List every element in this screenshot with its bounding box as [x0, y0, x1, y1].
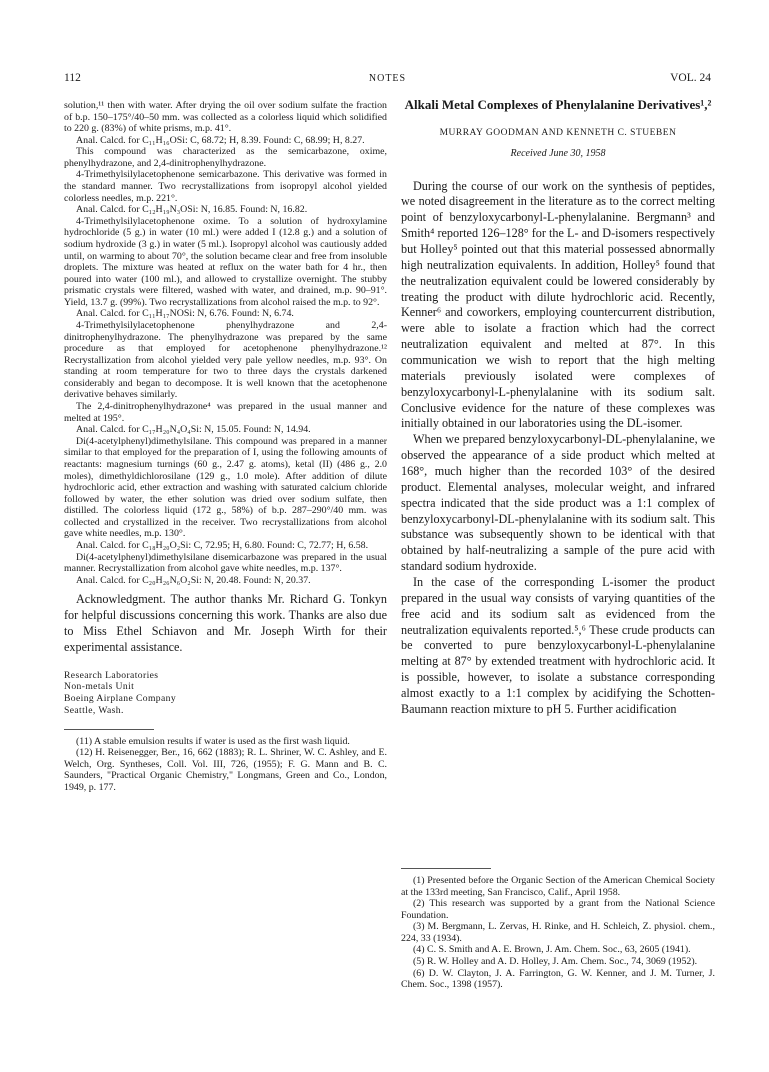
section-name: NOTES [368, 73, 407, 84]
footnote-rule [64, 729, 154, 730]
footnote: (4) C. S. Smith and A. E. Brown, J. Am. Chem. Soc., 63, 2605 (1941). [413, 944, 691, 956]
right-footnotes [401, 868, 715, 991]
footnote: (2) This research was supported by a grant from the National Science Foundation. [401, 898, 715, 921]
paragraph: When we prepared benzyloxycarbonyl-DL-phenylalanine, we observed the appearance of a side product which melted at 168°, much higher than the recorded 103° of the desired product. Elemental analyses, molecular weight, and infrared spectra indicated that the side product was a 1:1 complex of benzyloxycarbonyl-DL-phenylalanine with its sodium salt. This substance was subsequently shown to be identical with that obtained by half-neutralizing a sample of the pure acid with standard sodium hydroxide. [401, 432, 715, 574]
running-header [64, 72, 711, 92]
paragraph: Di(4-acetylphenyl)dimethylsilane disemicarbazone was prepared in the usual manner. Recrystallization from alcohol gave white needles, m.p. 137°. [64, 551, 387, 575]
paragraph: 4-Trimethylsilylacetophenone semicarbazone. This derivative was formed in the standard manner. Two recrystallizations from isopropyl alcohol yielded colorless needles, m.p. 221°. [64, 169, 387, 204]
article-title: Alkali Metal Complexes of Phenylalanine Derivatives¹,² [404, 97, 712, 112]
paragraph: The 2,4-dinitrophenylhydrazone⁴ was prepared in the usual manner and melted at 195°. [64, 401, 387, 424]
analysis-line: Anal. Calcd. for C₁₂H₁₉N₃OSi: N, 16.85. Found: N, 16.82. [76, 204, 308, 216]
address-line: Boeing Airplane Company [64, 693, 177, 705]
paragraph: Di(4-acetylphenyl)dimethylsilane. This compound was prepared in a manner similar to that employed for the preparation of I, using the following amounts of reactants: magnesium turnings (60 g., 2.47 g. atoms), ketal (II) (486 g., 2.0 moles), dimethyldichlorosilane (129 g., 1.0 mole). After addition of dilute hydrochloric acid, ether extraction and washing with saturated calcium chloride followed by water, the ether solution was dried over sodium sulfate, then distilled. The colorless liquid (172 g., 58%) of b.p. 287–290°/40 mm. was collected and crystallized in the receiver. Two recrystallizations from alcohol gave white needles, m.p. 130°. [64, 435, 387, 540]
analysis-line: Anal. Calcd. for C₁₁H₁₆OSi: C, 68.72; H, 8.39. Found: C, 68.99; H, 8.27. [76, 134, 365, 146]
author-address [64, 670, 387, 717]
paragraph: solution,¹¹ then with water. After drying the oil over sodium sulfate the fraction of b.p. 150–175°/40–50 mm. was collected as a colorless liquid which solidified to 220 g. (83%) of white prisms, m.p. 41°. [64, 100, 387, 135]
footnote: (3) M. Bergmann, L. Zervas, H. Rinke, and H. Schleich, Z. physiol. chem., 224, 33 (1934). [401, 921, 715, 944]
footnote-rule [401, 868, 491, 869]
address-line: Non-metals Unit [64, 681, 135, 693]
article-authors: MURRAY GOODMAN AND KENNETH C. STUEBEN [439, 127, 677, 138]
analysis-line: Anal. Calcd. for C₁₈H₂₀O₂Si: C, 72.95; H, 6.80. Found: C, 72.77; H, 6.58. [76, 539, 369, 551]
footnote: (12) H. Reisenegger, Ber., 16, 662 (1883); R. L. Shriner, W. C. Ashley, and E. Welch, Org. Syntheses, Coll. Vol. III, 726, (1955); F. G. Mann and B. C. Saunders, "Practical Organic Chemistry," Longmans, Green and Co., London, 1949, p. 177. [64, 747, 387, 793]
address-line: Research Laboratories [64, 669, 159, 681]
page-number: 112 [64, 72, 81, 84]
paragraph: 4-Trimethylsilylacetophenone phenylhydrazone and 2,4-dinitrophenylhydrazone. The phenylhydrazone was prepared by the same procedure as that employed for acetophenone phenylhydrazone.¹² Recrystallization from alcohol yielded very pale yellow needles, m.p. 93°. On standing at room temperature for two to three days the crystals darkened considerably and began to decompose. It is well known that the acetophenone derivative behaves similarly. [64, 319, 387, 401]
footnote: (11) A stable emulsion results if water is used as the first wash liquid. [76, 735, 350, 747]
analysis-line: Anal. Calcd. for C₁₇H₂₀N₄O₄Si: N, 15.05. Found: N, 14.94. [76, 424, 311, 436]
footnote: (5) R. W. Holley and A. D. Holley, J. Am. Chem. Soc., 74, 3069 (1952). [413, 956, 698, 968]
analysis-line: Anal. Calcd. for C₁₁H₁₇NOSi: N, 6.76. Found: N, 6.74. [76, 308, 294, 320]
volume-label: VOL. 24 [670, 72, 711, 84]
paragraph: During the course of our work on the synthesis of peptides, we noted disagreement in the literature as to the correct melting point of benzyloxycarbonyl-L-phenylalanine. Bergmann³ and Smith⁴ reported 126–128° for the L- and D-isomers respectively but Holley⁵ pointed out that this material possessed abnormally high neutralization equivalents. In addition, Holley⁵ found that the neutralization equivalent could be lowered considerably by treating the product with dilute hydrochloric acid. Recently, Kenner⁶ and coworkers, employing countercurrent distribution, were able to isolate a fraction which had the correct neutralization equivalent and melted at 87°. In this communication we wish to report that the high melting materials previously isolated were complexes of benzyloxycarbonyl-L-phenylalanine with its sodium salt. Conclusive evidence for the nature of these complexes was initially obtained in our laboratories using the DL-isomer. [401, 178, 715, 431]
paragraph: 4-Trimethylsilylacetophenone oxime. To a solution of hydroxylamine hydrochloride (5 g.) in water (10 ml.) were added I (12.8 g.) and a solution of sodium hydroxide (3 g.) in water (5 ml.). Isopropyl alcohol was cautiously added until, on warming to about 70°, the solution became clear and free from insoluble droplets. The mixture was heated at reflux on the water bath for 4 hr., then poured into water (100 ml.), and allowed to crystallize overnight. The stubby prismatic crystals were filtered, washed with water, and drained, m.p. 90–91°. Yield, 13.7 g. (99%). Two recrystallizations from alcohol raised the m.p. to 92°. [64, 215, 387, 308]
paragraph: In the case of the corresponding L-isomer the product prepared in the usual way consists of varying quantities of the free acid and its sodium salt as evidenced from the neutralization equivalents reported.⁵,⁶ These crude products can be converted to pure benzyloxycarbonyl-L-phenylalanine melting at 87° by extended treatment with hydrochloric acid. It is possible, however, to isolate a substance corresponding almost exactly to a 1:1 complex by acidifying the Schotten-Baumann reaction mixture to pH 5. Further acidification [401, 575, 715, 716]
footnote: (1) Presented before the Organic Section of the American Chemical Society at the 133rd meeting, San Francisco, Calif., April 1958. [401, 875, 715, 898]
right-column [401, 97, 715, 718]
analysis-line: Anal. Calcd. for C₂₀H₂₆N₆O₂Si: N, 20.48. Found: N, 20.37. [76, 574, 311, 586]
acknowledgment: Acknowledgment. The author thanks Mr. Richard G. Tonkyn for helpful discussions concerning this work. Thanks are also due to Miss Ethel Schiavon and Mr. Joseph Wirth for their experimental assistance. [64, 592, 387, 654]
left-column [64, 100, 387, 793]
address-line: Seattle, Wash. [64, 704, 124, 716]
footnote: (6) D. W. Clayton, J. A. Farrington, G. W. Kenner, and J. M. Turner, J. Chem. Soc., 1398 (1957). [401, 967, 715, 991]
paragraph: This compound was characterized as the semicarbazone, oxime, phenylhydrazone, and 2,4-dinitrophenylhydrazone. [64, 146, 387, 169]
received-date: Received June 30, 1958 [510, 147, 606, 159]
